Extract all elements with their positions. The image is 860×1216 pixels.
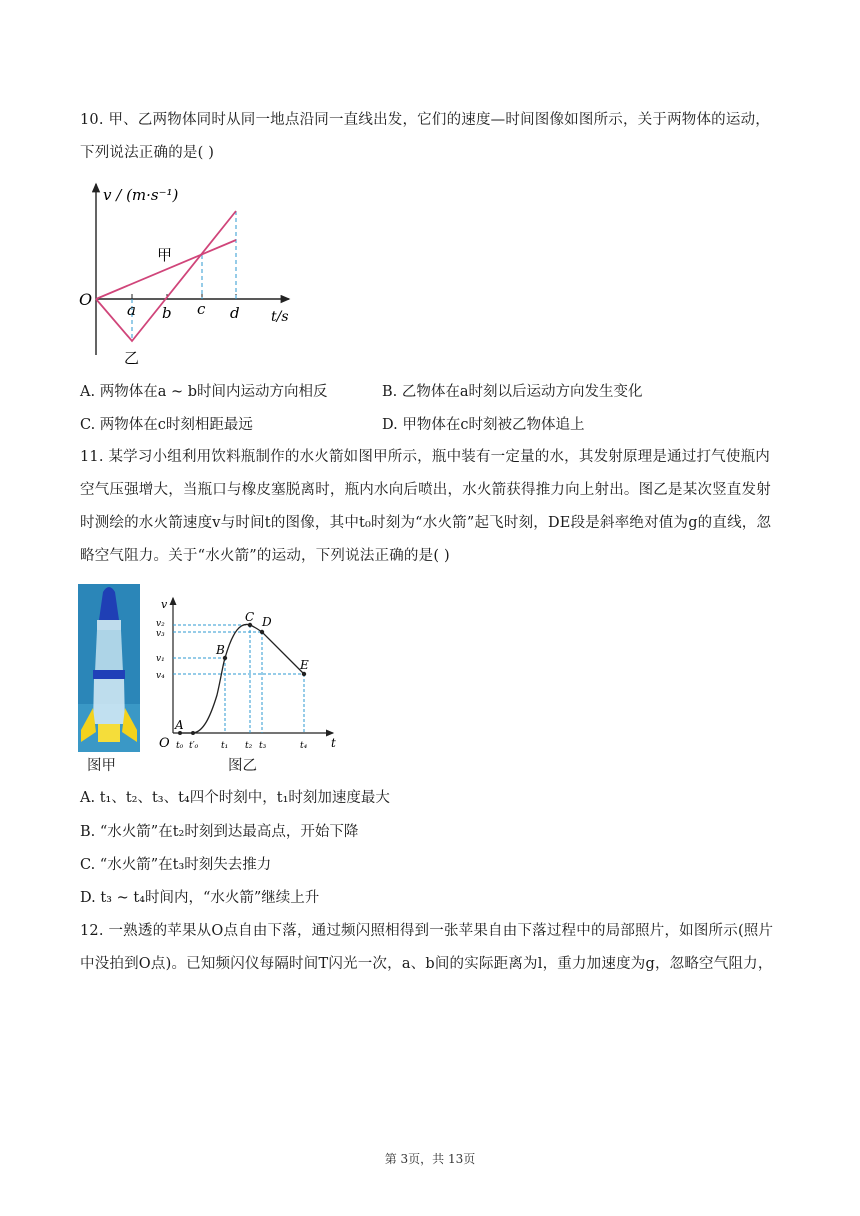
q11-option-a[interactable]: A. t₁、t₂、t₃、t₄四个时刻中，t₁时刻加速度最大 (80, 790, 390, 806)
svg-text:t: t (331, 736, 336, 750)
q10-option-d[interactable]: D. 甲物体在c时刻被乙物体追上 (382, 417, 585, 433)
q11-vt-graph (155, 590, 345, 755)
q10-option-b[interactable]: B. 乙物体在a时刻以后运动方向发生变化 (382, 384, 643, 400)
svg-text:t₁: t₁ (221, 741, 229, 751)
q11-stem: 11. 某学习小组利用饮料瓶制作的水火箭如图甲所示，瓶中装有一定量的水，其发射原理是通过打气使瓶内空气压强增大，当瓶口与橡皮塞脱离时，瓶内水向后喷出，水火箭获得推力向上射出。图乙是某次竖直发射时测绘的水火箭速度v与时间t的图像，其中t₀时刻为“水火箭”起飞时刻，DE段是斜率绝对值为g的直线，忽略空气阻力。关于“水火箭”的运动，下列说法正确的是( ) (80, 449, 772, 564)
q10-tick-b: b (162, 304, 172, 322)
q10-tick-a: a (127, 301, 136, 319)
svg-text:D: D (262, 615, 272, 629)
svg-text:B: B (216, 643, 225, 657)
q10-label-yi: 乙 (124, 349, 140, 367)
svg-text:t₀: t₀ (176, 741, 184, 751)
q10-origin: O (79, 290, 93, 309)
svg-text:v₂: v₂ (156, 619, 165, 629)
q11-caption-right: 图乙 (228, 758, 257, 774)
q10-vt-graph (75, 178, 305, 378)
q10-y-label: v / (m·s⁻¹) (103, 186, 179, 204)
svg-text:C: C (245, 610, 255, 624)
svg-text:t₃: t₃ (259, 741, 267, 751)
q10-stem: 10. 甲、乙两物体同时从同一地点沿同一直线出发，它们的速度—时间图像如图所示，关于两物体的运动，下列说法正确的是( ) (80, 112, 770, 161)
svg-text:v₃: v₃ (156, 629, 165, 639)
q10-tick-c: c (197, 300, 206, 318)
q12-stem: 12. 一熟透的苹果从O点自由下落，通过频闪照相得到一张苹果自由下落过程中的局部照片，如图所示(照片中没拍到O点)。已知频闪仪每隔时间T闪光一次，a、b间的实际距离为l，重力加速度为g，忽略空气阻力， (80, 923, 774, 972)
svg-text:v₄: v₄ (156, 671, 165, 681)
svg-text:A: A (175, 718, 184, 732)
svg-text:O: O (159, 736, 170, 751)
svg-text:v₁: v₁ (156, 654, 165, 664)
q10-option-a[interactable]: A. 两物体在a ~ b时间内运动方向相反 (80, 384, 328, 400)
q10-label-jia: 甲 (157, 246, 173, 264)
page-footer: 第 3页，共 13页 (384, 1152, 476, 1166)
q10-tick-d: d (230, 304, 240, 322)
svg-text:t₂: t₂ (245, 741, 253, 751)
q11-caption-left: 图甲 (87, 758, 116, 774)
q11-rocket-photo (78, 584, 140, 752)
q11-option-c[interactable]: C. “水火箭”在t₃时刻失去推力 (80, 857, 272, 873)
svg-text:E: E (300, 658, 309, 672)
q10-x-label: t/s (271, 309, 289, 325)
q11-option-b[interactable]: B. “水火箭”在t₂时刻到达最高点，开始下降 (80, 824, 359, 840)
q11-option-d[interactable]: D. t₃ ~ t₄时间内，“水火箭”继续上升 (80, 890, 320, 906)
svg-text:v: v (161, 598, 168, 611)
svg-text:t′₀: t′₀ (189, 741, 199, 751)
q10-option-c[interactable]: C. 两物体在c时刻相距最远 (80, 417, 253, 433)
svg-text:t₄: t₄ (300, 741, 308, 751)
q11-velocity-curve (180, 624, 304, 733)
